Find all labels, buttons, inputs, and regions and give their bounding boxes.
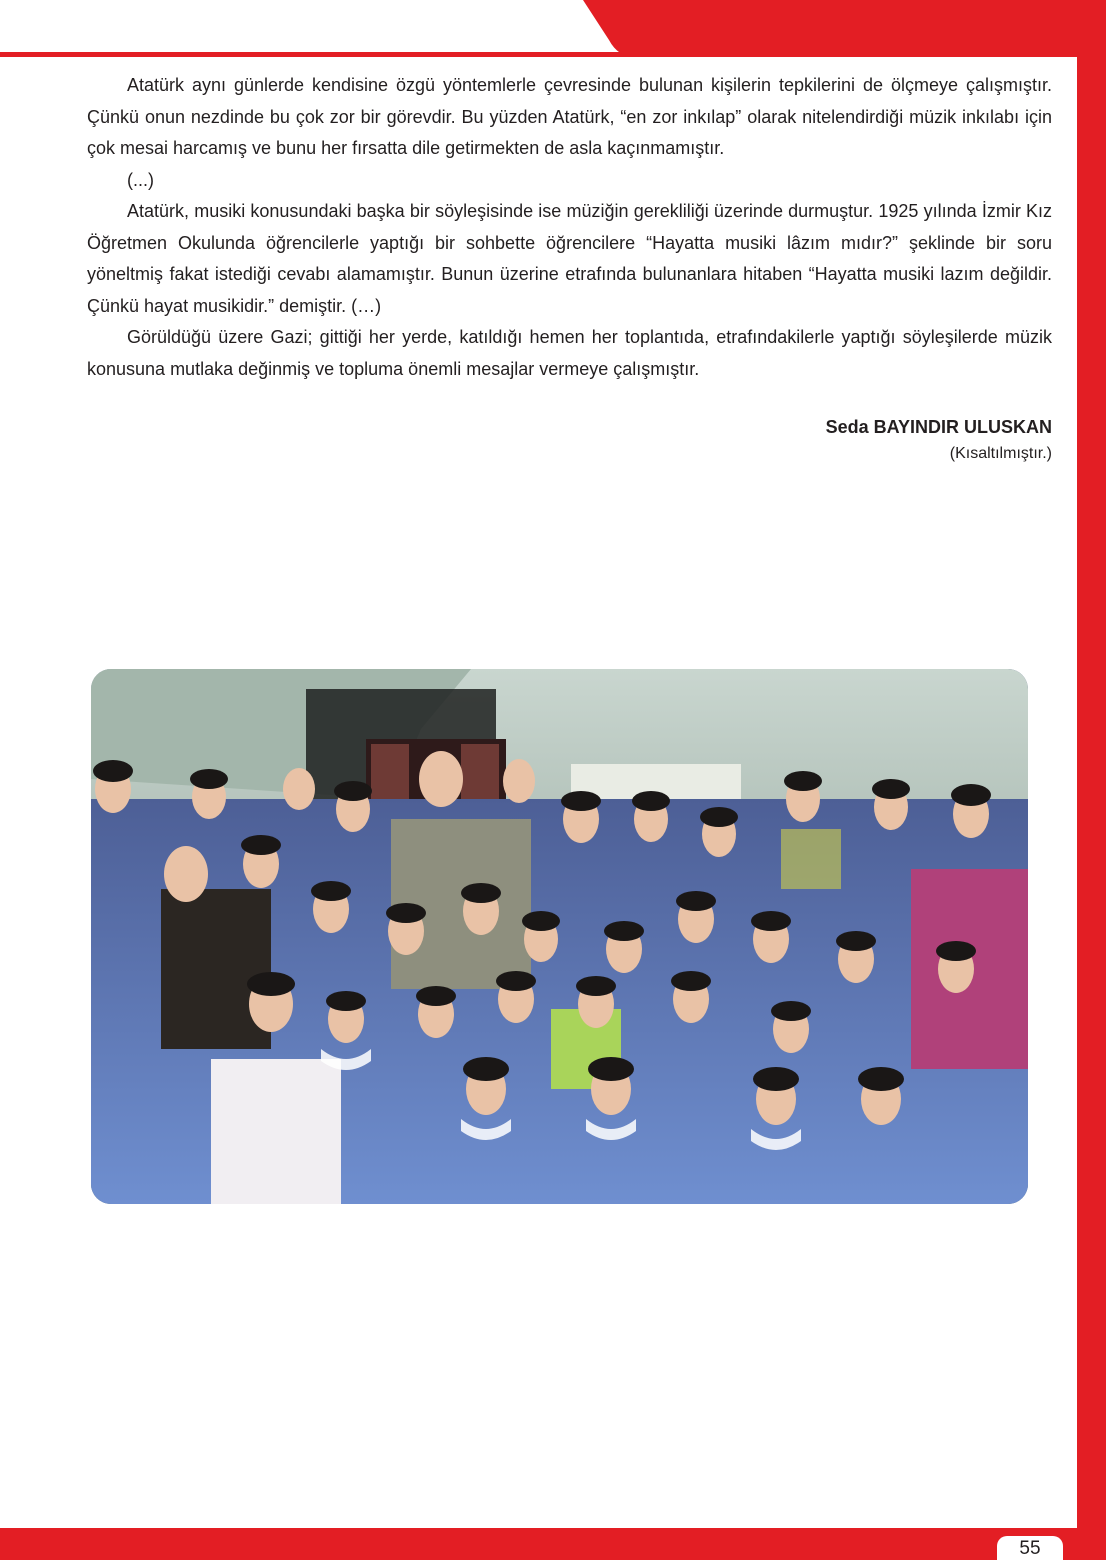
group-photo-illustration bbox=[91, 669, 1028, 1204]
paragraph-ellipsis: (...) bbox=[127, 169, 154, 190]
page-number: 55 bbox=[997, 1536, 1063, 1560]
signature bbox=[87, 412, 1052, 465]
top-tab-decoration bbox=[583, 0, 1106, 57]
paragraph-1: Atatürk aynı günlerde kendisine özgü yöntemlerle çevresinde bulunan kişilerin tepkilerini de ölçmeye çalışmıştır. Çünkü onun nezdinde bu çok zor bir görevdir. Bu yüzden Atatürk, “en zor inkılap” olarak nitelendirdiği müzik inkılabı için çok mesai harcamış ve bunu her fırsatta dile getirmekten de asla kaçınmamıştır. bbox=[87, 75, 1052, 158]
right-margin-bar bbox=[1077, 0, 1106, 1560]
paragraph-3: Görüldüğü üzere Gazi; gittiği her yerde, katıldığı hemen her toplantıda, etrafındakilerle yaptığı söyleşilerde müzik konusuna mutlaka değinmiş ve topluma önemli mesajlar vermeye çalışmıştır. bbox=[87, 327, 1052, 379]
article-text bbox=[87, 70, 1052, 465]
abridged-note: (Kısaltılmıştır.) bbox=[949, 445, 1052, 462]
author-name: Seda BAYINDIR ULUSKAN bbox=[825, 417, 1052, 437]
group-photo bbox=[91, 669, 1028, 1204]
bottom-band bbox=[0, 1532, 1106, 1560]
paragraph-2: Atatürk, musiki konusundaki başka bir söyleşisinde ise müziğin gerekliliği üzerinde durmuştur. 1925 yılında İzmir Kız Öğretmen Okulunda öğrencilerle yaptığı bir sohbette öğrencilere “Hayatta musiki lâzım mıdır?” şeklinde bir soru yöneltmiş fakat istediği cevabı alamamıştır. Bunun üzerine etrafında bulunanlara hitaben “Hayatta musiki lazım değildir. Çünkü hayat musikidir.” demiştir. (…) bbox=[87, 201, 1052, 316]
